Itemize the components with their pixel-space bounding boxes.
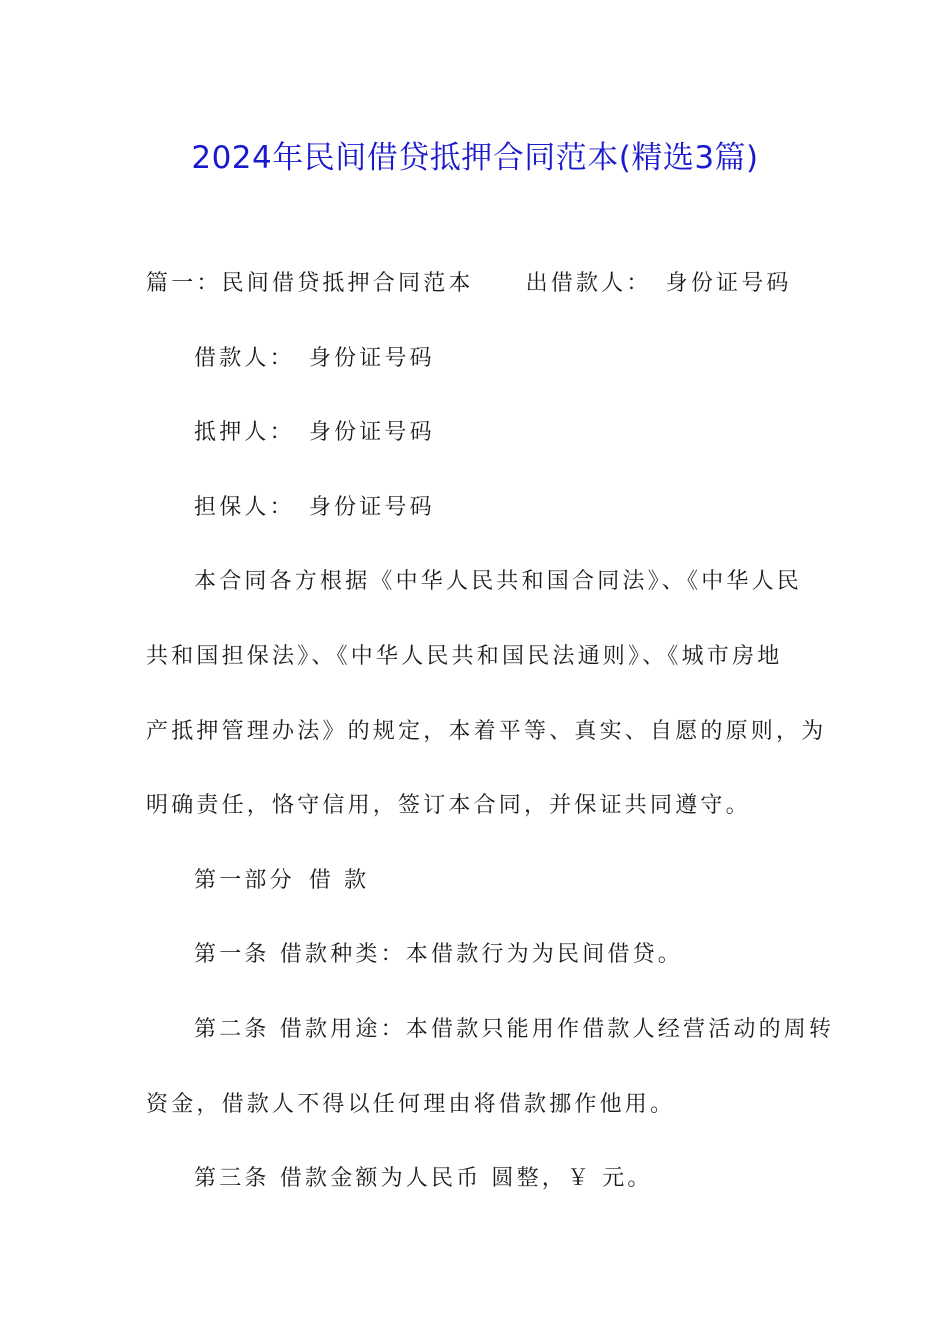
- amount-currency: 元。: [602, 1166, 653, 1192]
- header-line: [146, 261, 806, 336]
- paragraph-line: 产抵押管理办法》的规定，本着平等、真实、自愿的原则，为: [146, 718, 827, 744]
- document-title: 2024年民间借贷抵押合同范本(精选3篇): [191, 140, 759, 176]
- article-line: 第二条 借款用途：本借款只能用作借款人经营活动的周转: [194, 1016, 835, 1042]
- mortgagor-id-label: 身份证号码: [308, 420, 435, 446]
- borrower-id-label: 身份证号码: [308, 345, 435, 371]
- amount-label: 第三条 借款金额为人民币: [194, 1166, 482, 1192]
- mortgagor-line: [146, 410, 806, 485]
- article-line: 资金，借款人不得以任何理由将借款挪作他用。: [146, 1091, 676, 1117]
- article-line: [146, 1156, 806, 1231]
- guarantor-id-label: 身份证号码: [308, 494, 435, 520]
- lender-id-label: 身份证号码: [665, 271, 792, 296]
- paragraph-line: 明确责任，恪守信用，签订本合同，并保证共同遵守。: [146, 793, 751, 819]
- section-heading: 篇一：民间借贷抵押合同范本: [146, 271, 474, 296]
- borrower-label: 借款人：: [194, 345, 295, 371]
- lender-label: 出借款人：: [525, 271, 652, 296]
- part-number: 第一部分: [194, 867, 295, 893]
- part-title-char: 款: [344, 867, 370, 893]
- guarantor-line: [146, 485, 806, 560]
- paragraph-line: 本合同各方根据《中华人民共和国合同法》、《中华人民: [194, 569, 803, 595]
- guarantor-label: 担保人：: [194, 494, 295, 520]
- amount-unit: 圆整，￥: [491, 1166, 593, 1192]
- borrower-line: [146, 336, 806, 411]
- paragraph-line: 共和国担保法》、《中华人民共和国民法通则》、《城市房地: [146, 643, 783, 669]
- document-body: [146, 261, 835, 1231]
- part-heading: [146, 858, 806, 933]
- part-title-char: 借: [308, 867, 335, 893]
- article-line: 第一条 借款种类：本借款行为为民间借贷。: [194, 942, 683, 968]
- mortgagor-label: 抵押人：: [194, 420, 295, 446]
